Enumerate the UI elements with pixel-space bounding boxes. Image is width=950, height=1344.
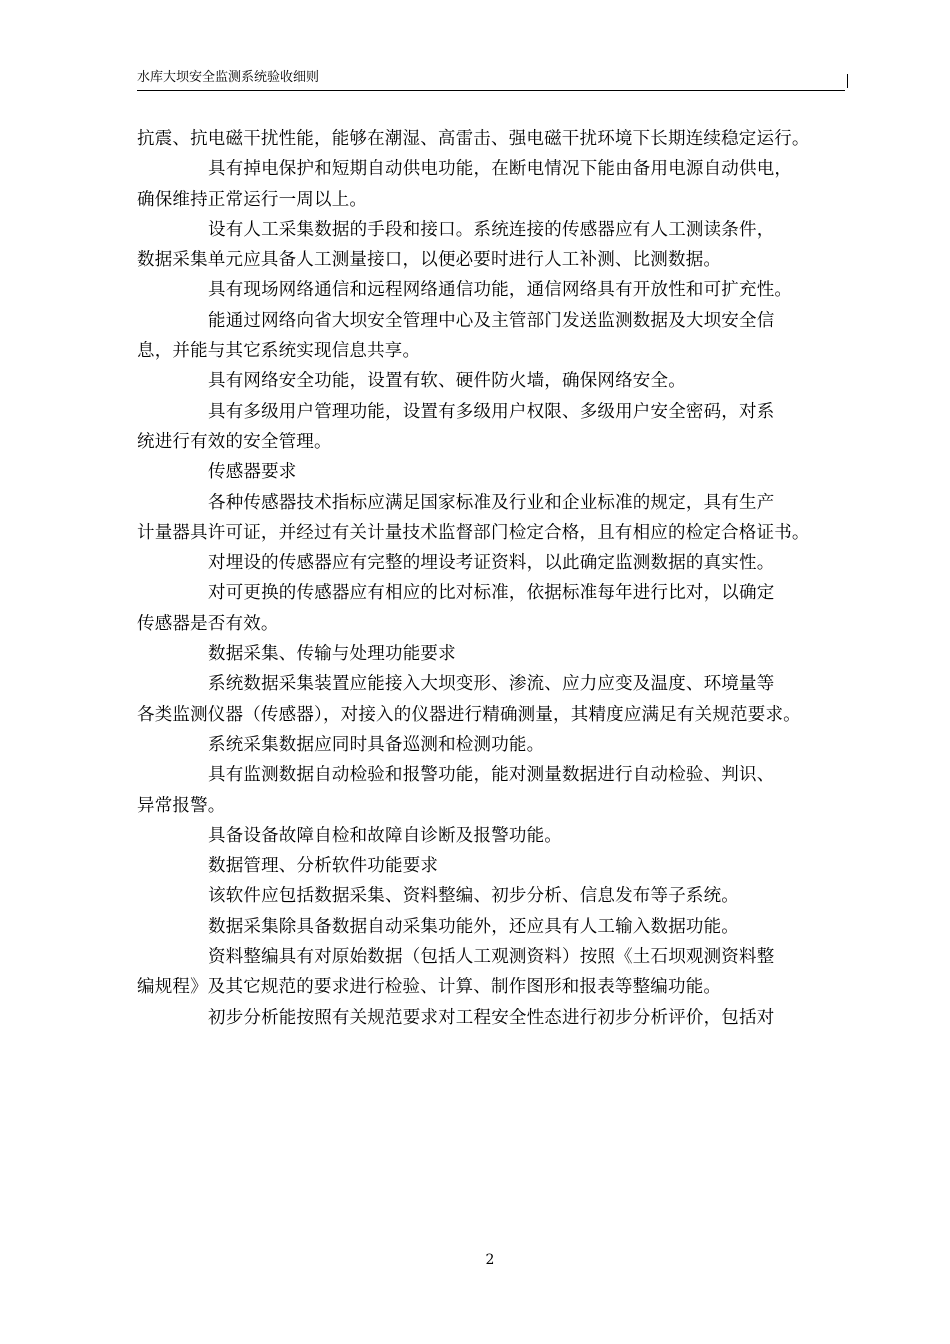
text-line: 设有人工采集数据的手段和接口。系统连接的传感器应有人工测读条件， xyxy=(208,219,775,240)
text-line: 各类监测仪器（传感器），对接入的仪器进行精确测量，其精度应满足有关规范要求。 xyxy=(137,704,801,725)
section-heading: 数据管理、分析软件功能要求 xyxy=(208,856,439,877)
text-line: 计量器具许可证，并经过有关计量技术监督部门检定合格，且有相应的检定合格证书。 xyxy=(137,522,810,543)
text-line: 数据采集除具备数据自动采集功能外，还应具有人工输入数据功能。 xyxy=(208,916,739,937)
document-body xyxy=(137,124,845,1033)
text-line: 具有现场网络通信和远程网络通信功能，通信网络具有开放性和可扩充性。 xyxy=(208,280,793,301)
text-line: 具有掉电保护和短期自动供电功能，在断电情况下能由备用电源自动供电， xyxy=(208,159,793,180)
text-line: 确保维持正常运行一周以上。 xyxy=(137,189,368,210)
text-line: 具有监测数据自动检验和报警功能，能对测量数据进行自动检验、判识、 xyxy=(208,765,775,786)
text-line: 对埋设的传感器应有完整的埋设考证资料，以此确定监测数据的真实性。 xyxy=(208,553,775,574)
text-line: 具有多级用户管理功能，设置有多级用户权限、多级用户安全密码，对系 xyxy=(208,401,775,422)
text-line: 抗震、抗电磁干扰性能，能够在潮湿、高雷击、强电磁干扰环境下长期连续稳定运行。 xyxy=(137,129,810,149)
text-line: 对可更换的传感器应有相应的比对标准，依据标准每年进行比对，以确定 xyxy=(208,583,775,604)
text-line: 系统采集数据应同时具备巡测和检测功能。 xyxy=(208,734,545,755)
text-line: 该软件应包括数据采集、资料整编、初步分析、信息发布等子系统。 xyxy=(208,886,739,907)
page-number: 2 xyxy=(485,1252,495,1268)
text-line: 各种传感器技术指标应满足国家标准及行业和企业标准的规定，具有生产 xyxy=(208,492,775,513)
text-line: 具备设备故障自检和故障自诊断及报警功能。 xyxy=(208,825,562,846)
section-heading: 传感器要求 xyxy=(208,462,297,483)
header-title: 水库大坝安全监测系统验收细则 xyxy=(137,70,320,85)
header-divider-mark xyxy=(847,74,848,88)
text-line: 初步分析能按照有关规范要求对工程安全性态进行初步分析评价，包括对 xyxy=(208,1007,775,1028)
page-header xyxy=(137,68,845,91)
text-line: 系统数据采集装置应能接入大坝变形、渗流、应力应变及温度、环境量等 xyxy=(208,674,775,695)
text-line: 能通过网络向省大坝安全管理中心及主管部门发送监测数据及大坝安全信 xyxy=(208,310,775,331)
text-line: 具有网络安全功能，设置有软、硬件防火墙，确保网络安全。 xyxy=(208,371,686,392)
text-line: 统进行有效的安全管理。 xyxy=(137,431,332,452)
text-line: 数据采集单元应具备人工测量接口，以便必要时进行人工补测、比测数据。 xyxy=(137,250,722,271)
text-line: 异常报警。 xyxy=(137,795,226,816)
text-line: 编规程》及其它规范的要求进行检验、计算、制作图形和报表等整编功能。 xyxy=(137,977,722,998)
text-line: 资料整编具有对原始数据（包括人工观测资料）按照《土石坝观测资料整 xyxy=(208,947,775,968)
section-heading: 数据采集、传输与处理功能要求 xyxy=(208,644,456,665)
text-line: 息，并能与其它系统实现信息共享。 xyxy=(137,341,421,362)
text-line: 传感器是否有效。 xyxy=(137,613,279,634)
